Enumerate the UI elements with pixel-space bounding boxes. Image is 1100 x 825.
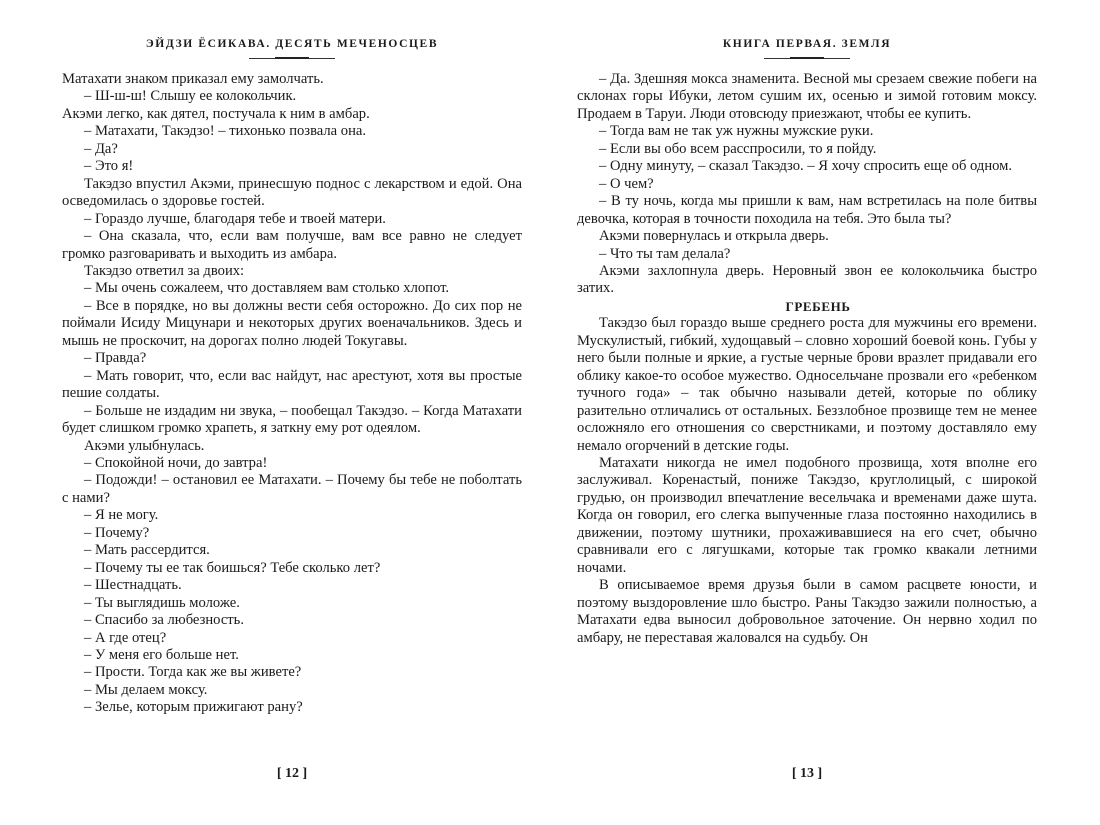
paragraph: – Все в порядке, но вы должны вести себя осторожно. До сих пор не поймали Исиду Мицунари и некоторых других военачальников. Здесь и мышь не проскочит, на дорогах полно людей Токугавы. bbox=[62, 297, 522, 349]
paragraph: Акэми улыбнулась. bbox=[84, 437, 205, 454]
paragraph: – В ту ночь, когда мы пришли к вам, нам встретилась на поле битвы девочка, которая в точности походила на тебя. Это была ты? bbox=[577, 193, 1037, 227]
paragraph: – О чем? bbox=[599, 175, 654, 192]
paragraph: Матахати знаком приказал ему замолчать. bbox=[62, 71, 324, 87]
left-page-body bbox=[62, 71, 522, 717]
paragraph: Матахати никогда не имел подобного прозвища, хотя вполне его заслуживал. Коренастый, пониже Такэдзо, круглолицый, с широкой грудью, он производил впечатление весельчака и временами даже шута. Когда он говорил, его слегка выпученные глаза постоянно находились в движении, поэтому шутники, прохаживавшиеся на его счет, обычно сравнивали его с лягушками, которые так громко квакали летними ночами. bbox=[577, 454, 1037, 576]
paragraph: – Ш-ш-ш! Слышу ее колокольчик. bbox=[84, 88, 297, 105]
paragraph: Такэдзо ответил за двоих: bbox=[84, 262, 245, 279]
paragraph: – Почему? bbox=[84, 524, 150, 541]
left-running-head: ЭЙДЗИ ЁСИКАВА. ДЕСЯТЬ МЕЧЕНОСЦЕВ bbox=[145, 38, 439, 50]
paragraph: – Мать рассердится. bbox=[84, 542, 210, 559]
paragraph: – Подожди! – остановил ее Матахати. – Почему бы тебе не поболтать с нами? bbox=[62, 472, 522, 506]
paragraph: – Шестнадцать. bbox=[84, 577, 182, 594]
paragraph: Акэми легко, как дятел, постучала к ним в амбар. bbox=[62, 105, 370, 122]
paragraph: – Мы очень сожалеем, что доставляем вам столько хлопот. bbox=[84, 280, 449, 297]
right-page bbox=[577, 0, 1037, 825]
paragraph: – Прости. Тогда как же вы живете? bbox=[84, 664, 302, 681]
paragraph: – Матахати, Такэдзо! – тихонько позвала она. bbox=[84, 123, 367, 140]
paragraph: Такэдзо впустил Акэми, принесшую поднос с лекарством и едой. Она осведомилась о здоровье гостей. bbox=[62, 175, 522, 210]
paragraph: – Почему ты ее так боишься? Тебе сколько лет? bbox=[84, 559, 381, 576]
left-page-number: [ 12 ] bbox=[276, 766, 308, 781]
paragraph: – Если вы обо всем расспросили, то я пойду. bbox=[599, 140, 877, 157]
paragraph: – Это я! bbox=[84, 158, 134, 175]
paragraph: – Тогда вам не так уж нужны мужские руки. bbox=[599, 123, 874, 140]
paragraph: – Спасибо за любезность. bbox=[84, 612, 244, 629]
paragraph: Акэми захлопнула дверь. Неровный звон ее колокольчика быстро затих. bbox=[577, 262, 1037, 297]
paragraph: – Да? bbox=[84, 140, 118, 157]
left-page bbox=[62, 0, 522, 825]
paragraph: – Ты выглядишь моложе. bbox=[84, 594, 240, 611]
right-header-rule bbox=[764, 58, 850, 59]
right-page-body bbox=[577, 71, 1037, 647]
paragraph: – Она сказала, что, если вам получше, вам все равно не следует громко разговаривать и выходить из амбара. bbox=[62, 228, 522, 262]
paragraph: – Правда? bbox=[84, 350, 147, 367]
paragraph: Акэми повернулась и открыла дверь. bbox=[599, 228, 829, 245]
paragraph: – У меня его больше нет. bbox=[84, 646, 239, 663]
paragraph: В описываемое время друзья были в самом расцвете юности, и поэтому выздоровление шло быстро. Раны Такэдзо зажили полностью, а Матахати едва выносил добровольное заточение. Он нервно ходил по амбару, не переставая жаловался на судьбу. Он bbox=[577, 577, 1037, 646]
paragraph: – Что ты там делала? bbox=[599, 245, 731, 262]
paragraph: – А где отец? bbox=[84, 629, 167, 646]
left-header-rule bbox=[249, 58, 335, 59]
paragraph: – Гораздо лучше, благодаря тебе и твоей матери. bbox=[84, 210, 386, 227]
right-page-number: [ 13 ] bbox=[791, 766, 823, 781]
paragraph: – Больше не издадим ни звука, – пообещал Такэдзо. – Когда Матахати будет слишком громко храпеть, я заткну ему рот одеялом. bbox=[62, 402, 522, 437]
paragraph: – Спокойной ночи, до завтра! bbox=[84, 454, 268, 471]
paragraph: – Я не могу. bbox=[84, 507, 159, 524]
paragraph: – Одну минуту, – сказал Такэдзо. – Я хочу спросить еще об одном. bbox=[599, 158, 1013, 175]
paragraph: – Да. Здешняя мокса знаменита. Весной мы срезаем свежие побеги на склонах горы Ибуки, летом сушим их, осенью и зимой готовим моксу. Продаем в Таруи. Люди отовсюду приезжают, чтобы ее купить. bbox=[577, 71, 1037, 122]
paragraph: – Мы делаем моксу. bbox=[84, 681, 208, 698]
paragraph: – Мать говорит, что, если вас найдут, нас арестуют, хотя вы простые пешие солдаты. bbox=[62, 367, 522, 402]
section-title: ГРЕБЕНЬ bbox=[785, 298, 851, 314]
paragraph: Такэдзо был гораздо выше среднего роста для мужчины его времени. Мускулистый, гибкий, худощавый – словно хороший боевой конь. Губы у него были полные и яркие, а густые черные брови вразлет придавали его облику какое-то особое мужество. Односельчане прозвали его «ребенком тучного года» – так обычно называли детей, которые по облику разительно отличались от остальных. Беззлобное прозвище тем не менее осложняло его отношения со сверстниками, и поэтому доставляло ему немало огорчений в детские годы. bbox=[577, 315, 1038, 454]
paragraph: – Зелье, которым прижигают рану? bbox=[84, 699, 303, 716]
right-running-head: КНИГА ПЕРВАЯ. ЗЕМЛЯ bbox=[722, 38, 892, 50]
